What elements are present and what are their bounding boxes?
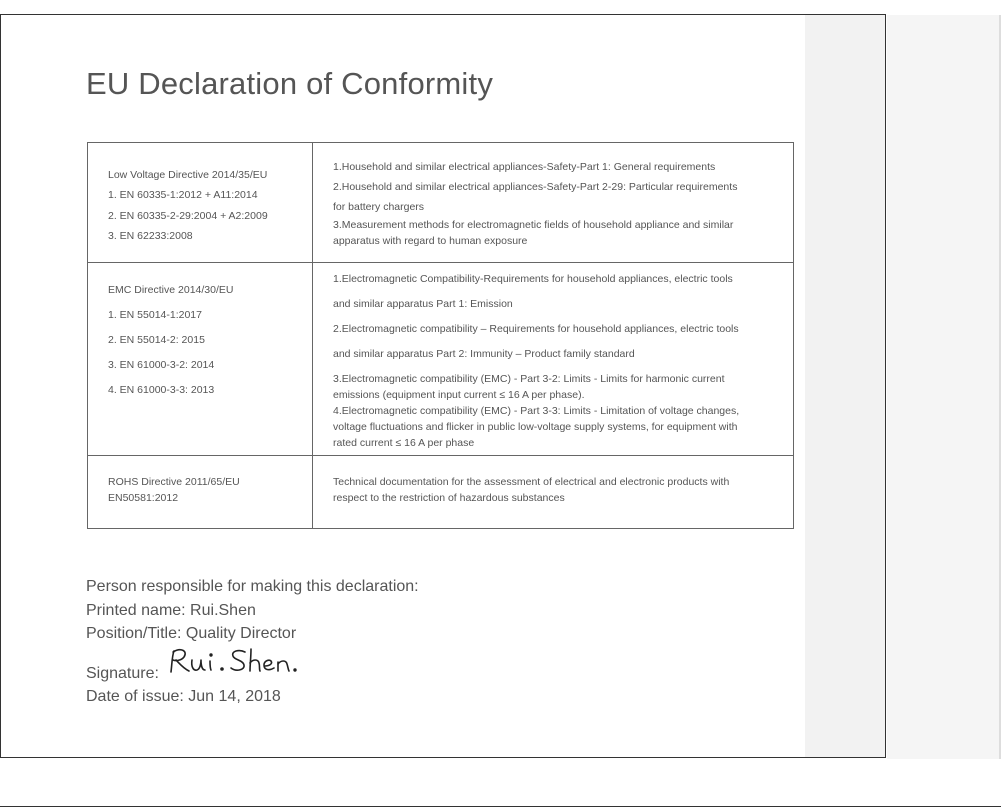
description-line: 1.Household and similar electrical appliances-Safety-Part 1: General requirements bbox=[333, 160, 716, 173]
description-line: 3.Electromagnetic compatibility (EMC) - Part 3-2: Limits - Limits for harmonic current bbox=[333, 373, 725, 385]
directive-name: Low Voltage Directive 2014/35/EU bbox=[108, 168, 268, 181]
side-panel bbox=[887, 15, 1001, 759]
standard-item: 4. EN 61000-3-3: 2013 bbox=[108, 384, 215, 396]
description-line: 1.Electromagnetic Compatibility-Requirements for household appliances, electric tools bbox=[333, 273, 733, 285]
description-line: and similar apparatus Part 1: Emission bbox=[333, 298, 513, 310]
printed-name: Printed name: Rui.Shen bbox=[86, 601, 256, 619]
description-line: Technical documentation for the assessment of electrical and electronic products with bbox=[333, 476, 730, 488]
description-line: for battery chargers bbox=[333, 200, 425, 213]
standard-item: 1. EN 55014-1:2017 bbox=[108, 309, 202, 321]
directive-cell bbox=[88, 263, 313, 456]
signature-row bbox=[86, 646, 419, 686]
table-row-rohs bbox=[88, 456, 794, 529]
document-title: EU Declaration of Conformity bbox=[86, 66, 494, 101]
description-cell bbox=[313, 456, 794, 529]
standard-item: 3. EN 62233:2008 bbox=[108, 230, 193, 242]
position-title: Position/Title: Quality Director bbox=[86, 625, 297, 642]
description-line: emissions (equipment input current ≤ 16 A per phase). bbox=[333, 389, 585, 401]
bottom-divider bbox=[0, 806, 1001, 807]
description-line: 2.Electromagnetic compatibility – Requirements for household appliances, electric tools bbox=[333, 323, 739, 335]
declaration-block bbox=[86, 575, 419, 709]
description-line: 2.Household and similar electrical appliances-Safety-Part 2-29: Particular requirements bbox=[333, 180, 738, 193]
directive-name: ROHS Directive 2011/65/EU bbox=[108, 476, 240, 488]
description-line: voltage fluctuations and flicker in public low-voltage supply systems, for equipment with bbox=[333, 421, 738, 433]
description-line: and similar apparatus Part 2: Immunity – Product family standard bbox=[333, 348, 635, 360]
standard-item: 2. EN 60335-2-29:2004 + A2:2009 bbox=[108, 209, 268, 222]
description-line: respect to the restriction of hazardous substances bbox=[333, 492, 565, 504]
description-line: rated current ≤ 16 A per phase bbox=[333, 437, 475, 449]
directives-table bbox=[87, 142, 794, 529]
directive-cell bbox=[88, 456, 313, 529]
signature-label: Signature: bbox=[86, 664, 159, 682]
signature-image bbox=[167, 646, 317, 684]
description-cell bbox=[313, 263, 794, 456]
description-line: 3.Measurement methods for electromagnetic fields of household appliance and similar bbox=[333, 218, 734, 231]
table-row-emc bbox=[88, 263, 794, 456]
date-of-issue: Date of issue: Jun 14, 2018 bbox=[86, 688, 281, 705]
description-line: 4.Electromagnetic compatibility (EMC) - Part 3-3: Limits - Limitation of voltage changes, bbox=[333, 405, 740, 417]
standard-item: EN50581:2012 bbox=[108, 492, 179, 504]
page-margin-panel bbox=[805, 15, 885, 757]
standard-item: 2. EN 55014-2: 2015 bbox=[108, 334, 205, 346]
description-cell bbox=[313, 143, 794, 263]
table-row-low-voltage bbox=[88, 143, 794, 263]
directive-cell bbox=[88, 143, 313, 263]
directive-name: EMC Directive 2014/30/EU bbox=[108, 284, 234, 296]
responsible-label: Person responsible for making this declaration: bbox=[86, 578, 419, 595]
description-line: apparatus with regard to human exposure bbox=[333, 234, 528, 247]
standard-item: 3. EN 61000-3-2: 2014 bbox=[108, 359, 215, 371]
standard-item: 1. EN 60335-1:2012 + A11:2014 bbox=[108, 189, 258, 201]
